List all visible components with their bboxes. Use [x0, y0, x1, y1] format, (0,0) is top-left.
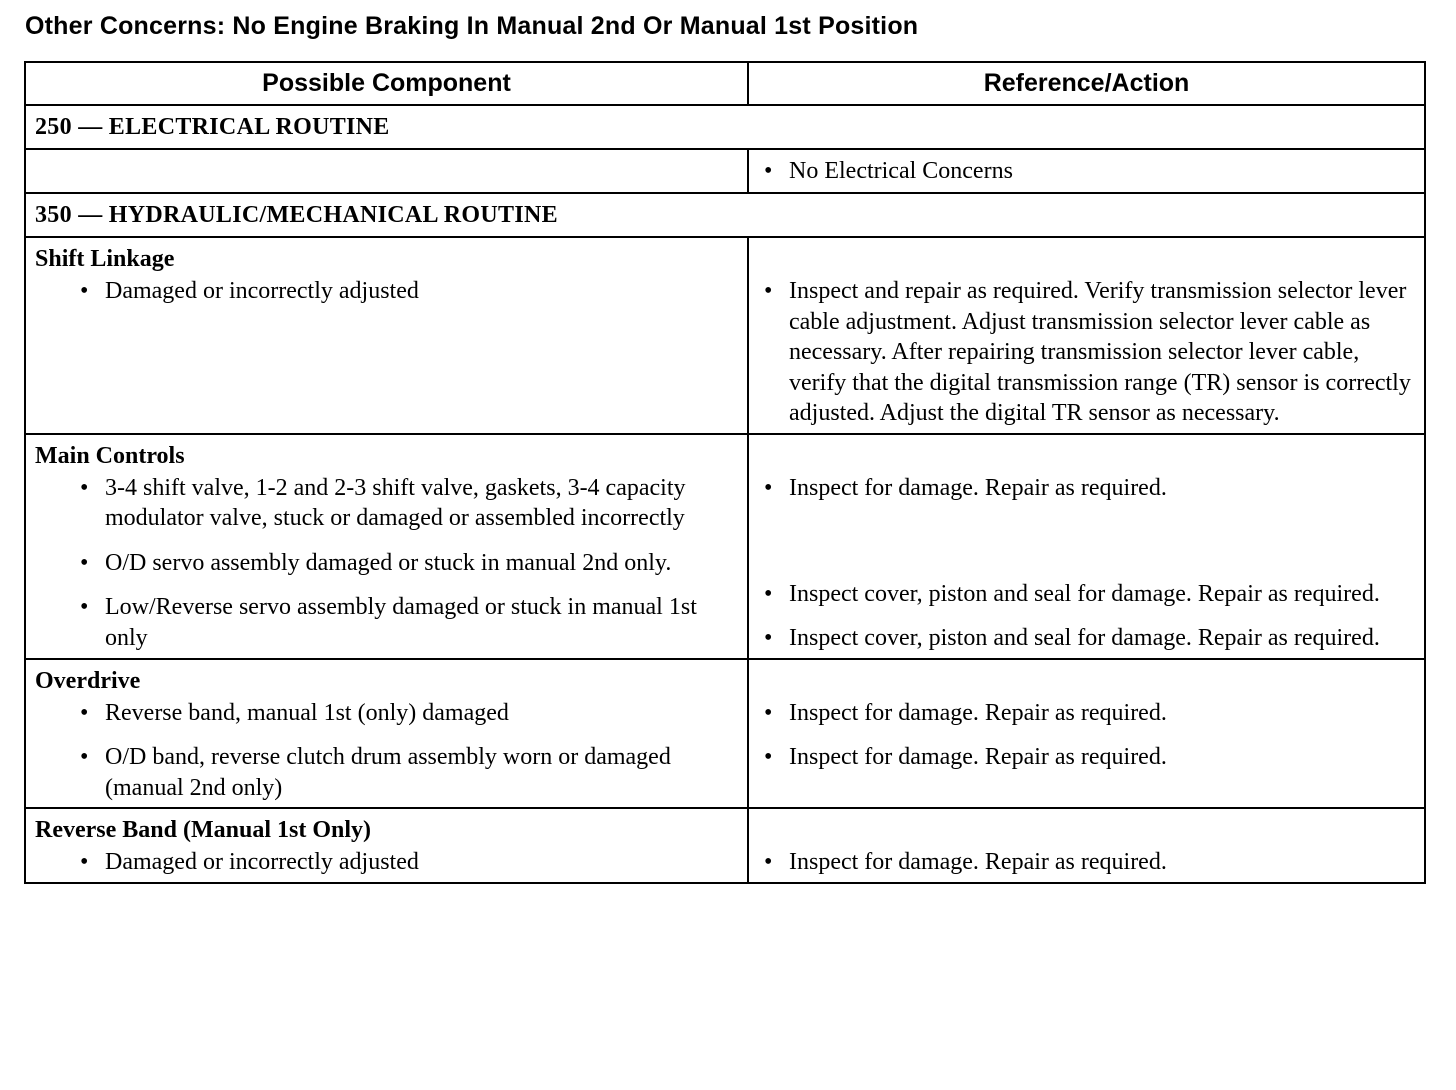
routine-row-electrical: [25, 105, 1425, 149]
component-item: [26, 276, 747, 307]
component-item: [26, 592, 747, 653]
routine-label-hydraulic: 350 — HYDRAULIC/MECHANICAL ROUTINE: [25, 193, 1425, 237]
action-item: [749, 847, 1424, 878]
component-cell: [25, 659, 748, 809]
action-cell: [748, 659, 1425, 809]
bullet-icon: •: [80, 278, 89, 304]
component-text: O/D servo assembly damaged or stuck in manual 2nd only.: [105, 549, 672, 576]
action-text: Inspect for damage. Repair as required.: [789, 699, 1167, 726]
bullet-icon: •: [764, 580, 773, 607]
table-header-row: [25, 62, 1425, 105]
component-text: 3-4 shift valve, 1-2 and 2-3 shift valve, gaskets, 3-4 capacity modulator valve, stuck or damaged or assembled incorrectly: [105, 474, 686, 531]
table-row: [25, 149, 1425, 193]
component-cell: [25, 434, 748, 659]
bullet-icon: •: [764, 744, 773, 770]
component-text: O/D band, reverse clutch drum assembly worn or damaged (manual 2nd only): [105, 744, 671, 801]
action-item: [749, 698, 1424, 729]
action-text: No Electrical Concerns: [789, 157, 1013, 184]
component-cell-empty: [25, 149, 748, 193]
action-text: Inspect for damage. Repair as required.: [789, 744, 1167, 770]
action-cell: [748, 149, 1425, 193]
table-row-main-controls: [25, 434, 1425, 659]
action-cell: [748, 434, 1425, 659]
component-item: [26, 548, 747, 579]
routine-label-electrical: 250 — ELECTRICAL ROUTINE: [25, 105, 1425, 149]
column-header-possible-component: Possible Component: [25, 62, 748, 105]
bullet-icon: •: [80, 849, 89, 875]
group-heading: Shift Linkage: [35, 246, 175, 272]
group-heading: Overdrive: [35, 667, 141, 694]
component-cell: [25, 808, 748, 883]
action-cell: [748, 237, 1425, 434]
routine-row-hydraulic: [25, 193, 1425, 237]
action-text: Inspect for damage. Repair as required.: [789, 474, 1167, 501]
bullet-icon: •: [80, 594, 89, 620]
action-item: [749, 742, 1424, 773]
table-row-overdrive: [25, 659, 1425, 809]
action-text: Inspect cover, piston and seal for damage. Repair as required.: [789, 625, 1380, 651]
action-text: Inspect for damage. Repair as required.: [789, 849, 1167, 875]
action-item: [749, 579, 1424, 610]
group-heading: Main Controls: [35, 442, 185, 469]
bullet-icon: •: [80, 699, 89, 726]
action-cell: [748, 808, 1425, 883]
bullet-icon: •: [764, 625, 773, 651]
bullet-icon: •: [80, 744, 89, 770]
action-text: Inspect cover, piston and seal for damage. Repair as required.: [789, 580, 1380, 607]
component-item: [26, 742, 747, 803]
bullet-icon: •: [764, 157, 773, 184]
table-row-reverse-band: [25, 808, 1425, 883]
component-text: Damaged or incorrectly adjusted: [105, 278, 419, 304]
action-item: [749, 276, 1424, 429]
component-item: [26, 473, 747, 534]
bullet-icon: •: [80, 549, 89, 576]
bullet-icon: •: [764, 278, 773, 304]
action-text: Inspect and repair as required. Verify transmission selector lever cable adjustment. Adjust transmission selector lever cable as necessary. After repairing transmission selector lever cable, verify that the digital transmission range (TR) sensor is correctly adjusted. Adjust the digital TR sensor as necessary.: [789, 278, 1411, 426]
component-text: Reverse band, manual 1st (only) damaged: [105, 699, 509, 726]
action-item: [749, 623, 1424, 654]
bullet-icon: •: [80, 474, 89, 501]
group-heading: Reverse Band (Manual 1st Only): [35, 817, 371, 843]
component-text: Damaged or incorrectly adjusted: [105, 849, 419, 875]
bullet-icon: •: [764, 699, 773, 726]
component-item: [26, 847, 747, 878]
action-item: [749, 473, 1424, 565]
component-item: [26, 698, 747, 729]
bullet-icon: •: [764, 849, 773, 875]
page-title: Other Concerns: No Engine Braking In Manual 2nd Or Manual 1st Position: [25, 12, 919, 40]
table-row-shift-linkage: [25, 237, 1425, 434]
column-header-reference-action: Reference/Action: [748, 62, 1425, 105]
action-item: [749, 156, 1424, 187]
diagnostic-table: [24, 61, 1426, 884]
component-text: Low/Reverse servo assembly damaged or stuck in manual 1st only: [105, 594, 697, 651]
bullet-icon: •: [764, 474, 773, 501]
component-cell: [25, 237, 748, 434]
